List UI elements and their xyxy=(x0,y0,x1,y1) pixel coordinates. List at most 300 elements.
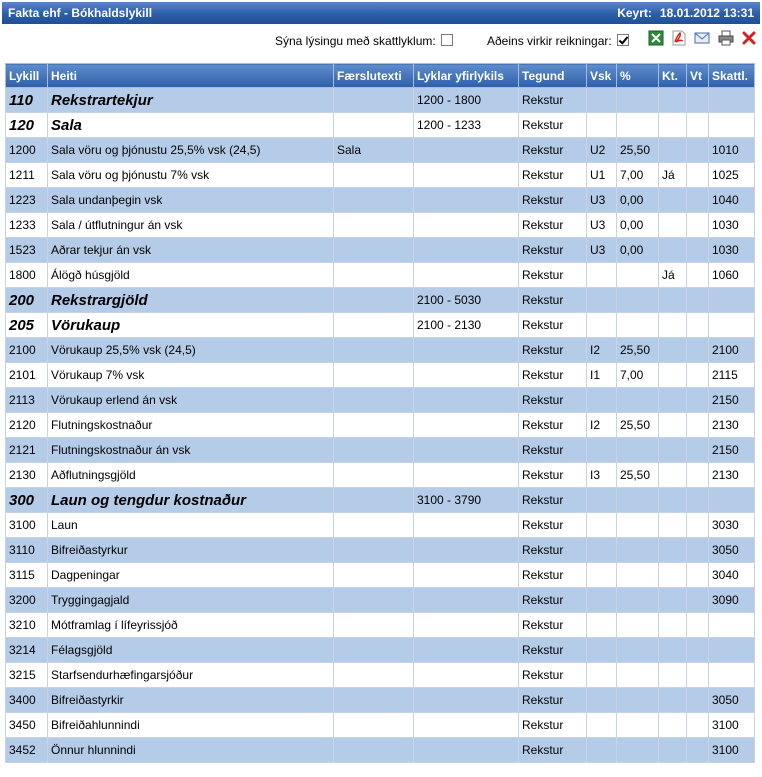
cell-faerslutexti xyxy=(334,738,414,763)
cell-vsk: I1 xyxy=(587,363,617,388)
cell-lyklar-yfirlykils xyxy=(414,363,519,388)
account-row[interactable] xyxy=(6,713,755,738)
cell-skattl: 3090 xyxy=(709,588,755,613)
cell-lyklar-yfirlykils: 3100 - 3790 xyxy=(414,488,519,513)
cell-lyklar-yfirlykils xyxy=(414,513,519,538)
cell-vsk xyxy=(587,588,617,613)
col-header-vt[interactable]: Vt xyxy=(687,64,709,88)
cell-lyklar-yfirlykils xyxy=(414,638,519,663)
cell-lykill: 300 xyxy=(6,488,48,513)
account-row[interactable] xyxy=(6,463,755,488)
cell-kt xyxy=(659,588,687,613)
cell-percent: 25,50 xyxy=(617,463,659,488)
cell-tegund: Rekstur xyxy=(519,88,587,113)
cell-vsk xyxy=(587,563,617,588)
account-row[interactable] xyxy=(6,613,755,638)
cell-tegund: Rekstur xyxy=(519,338,587,363)
cell-skattl: 1025 xyxy=(709,163,755,188)
account-row[interactable] xyxy=(6,688,755,713)
col-header-percent[interactable]: % xyxy=(617,64,659,88)
cell-vt xyxy=(687,388,709,413)
cell-lyklar-yfirlykils xyxy=(414,413,519,438)
cell-vsk xyxy=(587,513,617,538)
cell-skattl xyxy=(709,663,755,688)
cell-skattl: 1060 xyxy=(709,263,755,288)
cell-vt xyxy=(687,538,709,563)
chart-of-accounts-table xyxy=(5,63,755,763)
cell-lykill: 2100 xyxy=(6,338,48,363)
cell-faerslutexti xyxy=(334,638,414,663)
cell-lyklar-yfirlykils xyxy=(414,238,519,263)
group-row[interactable] xyxy=(6,488,755,513)
excel-icon[interactable] xyxy=(648,30,664,49)
cell-lykill: 3215 xyxy=(6,663,48,688)
cell-faerslutexti xyxy=(334,338,414,363)
cell-lykill: 3115 xyxy=(6,563,48,588)
cell-skattl: 3040 xyxy=(709,563,755,588)
cell-tegund: Rekstur xyxy=(519,163,587,188)
cell-percent: 25,50 xyxy=(617,338,659,363)
cell-tegund: Rekstur xyxy=(519,538,587,563)
cell-lykill: 2120 xyxy=(6,413,48,438)
account-row[interactable] xyxy=(6,588,755,613)
cell-heiti: Sala xyxy=(48,113,334,138)
cell-tegund: Rekstur xyxy=(519,613,587,638)
cell-kt xyxy=(659,563,687,588)
cell-percent xyxy=(617,513,659,538)
cell-kt xyxy=(659,613,687,638)
account-row[interactable] xyxy=(6,638,755,663)
cell-vsk xyxy=(587,263,617,288)
cell-lyklar-yfirlykils xyxy=(414,188,519,213)
cell-vt xyxy=(687,113,709,138)
cell-heiti: Vörukaup xyxy=(48,313,334,338)
cell-percent xyxy=(617,313,659,338)
email-icon[interactable] xyxy=(694,30,710,49)
cell-kt xyxy=(659,138,687,163)
col-header-kt[interactable]: Kt. xyxy=(659,64,687,88)
cell-vt xyxy=(687,188,709,213)
cell-vsk xyxy=(587,388,617,413)
export-icons xyxy=(644,30,757,49)
cell-percent xyxy=(617,538,659,563)
cell-lyklar-yfirlykils xyxy=(414,538,519,563)
col-header-skattl[interactable]: Skattl. xyxy=(709,64,755,88)
cell-lykill: 120 xyxy=(6,113,48,138)
active-only-label: Aðeins virkir reikningar: xyxy=(487,34,612,48)
account-row[interactable] xyxy=(6,513,755,538)
cell-tegund: Rekstur xyxy=(519,288,587,313)
account-row[interactable] xyxy=(6,138,755,163)
cell-tegund: Rekstur xyxy=(519,738,587,763)
cell-percent: 25,50 xyxy=(617,138,659,163)
cell-tegund: Rekstur xyxy=(519,463,587,488)
cell-lykill: 3214 xyxy=(6,638,48,663)
cell-heiti: Bifreiðastyrkur xyxy=(48,538,334,563)
cell-skattl xyxy=(709,313,755,338)
cell-percent xyxy=(617,563,659,588)
cell-vt xyxy=(687,513,709,538)
account-row[interactable] xyxy=(6,738,755,763)
cell-kt xyxy=(659,438,687,463)
cell-skattl: 2130 xyxy=(709,413,755,438)
cell-percent xyxy=(617,663,659,688)
cell-lyklar-yfirlykils xyxy=(414,138,519,163)
cell-skattl: 1030 xyxy=(709,238,755,263)
cell-vsk xyxy=(587,638,617,663)
cell-faerslutexti xyxy=(334,88,414,113)
cell-vsk xyxy=(587,613,617,638)
col-header-heiti[interactable]: Heiti xyxy=(48,64,334,88)
cell-faerslutexti xyxy=(334,288,414,313)
cell-kt xyxy=(659,738,687,763)
active-only-checkbox[interactable] xyxy=(617,34,629,46)
cell-vt xyxy=(687,263,709,288)
account-row[interactable] xyxy=(6,188,755,213)
cell-kt xyxy=(659,288,687,313)
cell-tegund: Rekstur xyxy=(519,438,587,463)
col-header-lyklar-yfirlykils[interactable]: Lyklar yfirlykils xyxy=(414,64,519,88)
cell-vsk xyxy=(587,713,617,738)
cell-lyklar-yfirlykils xyxy=(414,338,519,363)
cell-vsk: I2 xyxy=(587,413,617,438)
cell-percent xyxy=(617,263,659,288)
cell-heiti: Mótframlag í lífeyrissjóð xyxy=(48,613,334,638)
cell-tegund: Rekstur xyxy=(519,388,587,413)
cell-faerslutexti xyxy=(334,688,414,713)
cell-faerslutexti xyxy=(334,188,414,213)
cell-percent xyxy=(617,613,659,638)
cell-heiti: Aðflutningsgjöld xyxy=(48,463,334,488)
cell-heiti: Dagpeningar xyxy=(48,563,334,588)
cell-lyklar-yfirlykils: 2100 - 2130 xyxy=(414,313,519,338)
cell-vt xyxy=(687,463,709,488)
cell-faerslutexti xyxy=(334,488,414,513)
cell-tegund: Rekstur xyxy=(519,588,587,613)
cell-faerslutexti xyxy=(334,313,414,338)
show-description-option xyxy=(275,34,453,48)
cell-heiti: Rekstrartekjur xyxy=(48,88,334,113)
cell-faerslutexti xyxy=(334,238,414,263)
cell-vsk xyxy=(587,313,617,338)
cell-percent xyxy=(617,488,659,513)
cell-lyklar-yfirlykils: 2100 - 5030 xyxy=(414,288,519,313)
cell-lykill: 1200 xyxy=(6,138,48,163)
report-title: Fakta ehf - Bókhaldslykill xyxy=(8,6,153,20)
cell-lykill: 3452 xyxy=(6,738,48,763)
cell-vsk: U1 xyxy=(587,163,617,188)
group-row[interactable] xyxy=(6,113,755,138)
cell-skattl xyxy=(709,638,755,663)
group-row[interactable] xyxy=(6,288,755,313)
cell-faerslutexti xyxy=(334,563,414,588)
cell-vt xyxy=(687,363,709,388)
cell-kt xyxy=(659,188,687,213)
cell-vt xyxy=(687,563,709,588)
cell-kt: Já xyxy=(659,163,687,188)
cell-lykill: 2121 xyxy=(6,438,48,463)
cell-vt xyxy=(687,663,709,688)
cell-tegund: Rekstur xyxy=(519,313,587,338)
cell-tegund: Rekstur xyxy=(519,563,587,588)
account-row[interactable] xyxy=(6,213,755,238)
cell-percent: 0,00 xyxy=(617,238,659,263)
cell-percent xyxy=(617,438,659,463)
cell-faerslutexti xyxy=(334,413,414,438)
cell-kt xyxy=(659,413,687,438)
cell-lyklar-yfirlykils xyxy=(414,438,519,463)
show-description-checkbox[interactable] xyxy=(441,34,453,46)
cell-kt xyxy=(659,213,687,238)
cell-percent xyxy=(617,113,659,138)
cell-kt xyxy=(659,388,687,413)
group-row[interactable] xyxy=(6,88,755,113)
cell-vsk: U3 xyxy=(587,213,617,238)
cell-lyklar-yfirlykils xyxy=(414,213,519,238)
cell-lykill: 110 xyxy=(6,88,48,113)
report-title-bar xyxy=(2,2,760,24)
cell-percent xyxy=(617,388,659,413)
cell-heiti: Vörukaup erlend án vsk xyxy=(48,388,334,413)
cell-vsk xyxy=(587,688,617,713)
cell-kt xyxy=(659,463,687,488)
cell-vsk xyxy=(587,113,617,138)
col-header-tegund[interactable]: Tegund xyxy=(519,64,587,88)
active-only-option xyxy=(487,34,629,48)
cell-percent xyxy=(617,688,659,713)
cell-faerslutexti xyxy=(334,463,414,488)
cell-vt xyxy=(687,338,709,363)
cell-lyklar-yfirlykils xyxy=(414,613,519,638)
cell-percent: 7,00 xyxy=(617,363,659,388)
cell-vsk xyxy=(587,88,617,113)
cell-faerslutexti xyxy=(334,663,414,688)
cell-tegund: Rekstur xyxy=(519,263,587,288)
cell-skattl xyxy=(709,88,755,113)
cell-lyklar-yfirlykils: 1200 - 1233 xyxy=(414,113,519,138)
account-row[interactable] xyxy=(6,338,755,363)
cell-vt xyxy=(687,638,709,663)
account-row[interactable] xyxy=(6,538,755,563)
cell-lyklar-yfirlykils xyxy=(414,588,519,613)
cell-vt xyxy=(687,238,709,263)
print-icon[interactable] xyxy=(718,30,734,49)
cell-kt xyxy=(659,513,687,538)
cell-vsk xyxy=(587,488,617,513)
cell-heiti: Álögð húsgjöld xyxy=(48,263,334,288)
cell-kt xyxy=(659,313,687,338)
cell-skattl: 1010 xyxy=(709,138,755,163)
cell-vt xyxy=(687,613,709,638)
cell-percent xyxy=(617,713,659,738)
run-timestamp-value: 18.01.2012 13:31 xyxy=(659,6,754,20)
cell-faerslutexti xyxy=(334,538,414,563)
cell-tegund: Rekstur xyxy=(519,413,587,438)
cell-skattl: 3100 xyxy=(709,713,755,738)
cell-vt xyxy=(687,313,709,338)
cell-faerslutexti xyxy=(334,213,414,238)
cell-skattl xyxy=(709,488,755,513)
cell-vt xyxy=(687,213,709,238)
cell-faerslutexti xyxy=(334,588,414,613)
cell-heiti: Sala vöru og þjónustu 25,5% vsk (24,5) xyxy=(48,138,334,163)
cell-tegund: Rekstur xyxy=(519,213,587,238)
cell-percent: 0,00 xyxy=(617,188,659,213)
cell-lykill: 1223 xyxy=(6,188,48,213)
table-header-row xyxy=(6,64,755,88)
cell-tegund: Rekstur xyxy=(519,713,587,738)
account-row[interactable] xyxy=(6,563,755,588)
cell-skattl xyxy=(709,613,755,638)
cell-lykill: 3210 xyxy=(6,613,48,638)
cell-lykill: 1523 xyxy=(6,238,48,263)
cell-tegund: Rekstur xyxy=(519,188,587,213)
cell-heiti: Sala undanþegin vsk xyxy=(48,188,334,213)
cell-percent: 25,50 xyxy=(617,413,659,438)
cell-vt xyxy=(687,88,709,113)
cell-heiti: Flutningskostnaður xyxy=(48,413,334,438)
cell-tegund: Rekstur xyxy=(519,663,587,688)
cell-heiti: Sala / útflutningur án vsk xyxy=(48,213,334,238)
cell-faerslutexti xyxy=(334,363,414,388)
cell-heiti: Laun og tengdur kostnaður xyxy=(48,488,334,513)
cell-percent xyxy=(617,288,659,313)
cell-kt xyxy=(659,688,687,713)
cell-vt xyxy=(687,738,709,763)
cell-kt xyxy=(659,638,687,663)
cell-lykill: 2101 xyxy=(6,363,48,388)
report-toolbar xyxy=(0,30,762,50)
cell-skattl xyxy=(709,113,755,138)
cell-lyklar-yfirlykils xyxy=(414,713,519,738)
account-row[interactable] xyxy=(6,413,755,438)
group-row[interactable] xyxy=(6,313,755,338)
cell-vsk xyxy=(587,438,617,463)
cell-heiti: Önnur hlunnindi xyxy=(48,738,334,763)
close-icon[interactable] xyxy=(741,30,757,49)
cell-kt xyxy=(659,113,687,138)
cell-lykill: 3400 xyxy=(6,688,48,713)
cell-tegund: Rekstur xyxy=(519,638,587,663)
cell-faerslutexti xyxy=(334,613,414,638)
cell-lyklar-yfirlykils xyxy=(414,463,519,488)
cell-lykill: 2113 xyxy=(6,388,48,413)
cell-heiti: Laun xyxy=(48,513,334,538)
cell-faerslutexti xyxy=(334,388,414,413)
cell-skattl: 3100 xyxy=(709,738,755,763)
cell-vsk: U2 xyxy=(587,138,617,163)
cell-vt xyxy=(687,713,709,738)
cell-faerslutexti xyxy=(334,713,414,738)
account-row[interactable] xyxy=(6,238,755,263)
cell-kt xyxy=(659,713,687,738)
cell-skattl: 3030 xyxy=(709,513,755,538)
cell-faerslutexti xyxy=(334,113,414,138)
account-row[interactable] xyxy=(6,438,755,463)
cell-tegund: Rekstur xyxy=(519,688,587,713)
cell-heiti: Aðrar tekjur án vsk xyxy=(48,238,334,263)
cell-percent xyxy=(617,88,659,113)
cell-lykill: 205 xyxy=(6,313,48,338)
account-row[interactable] xyxy=(6,363,755,388)
cell-kt xyxy=(659,363,687,388)
cell-percent xyxy=(617,638,659,663)
col-header-vsk[interactable]: Vsk xyxy=(587,64,617,88)
cell-lykill: 1211 xyxy=(6,163,48,188)
cell-skattl: 2115 xyxy=(709,363,755,388)
cell-skattl: 2100 xyxy=(709,338,755,363)
account-row[interactable] xyxy=(6,263,755,288)
cell-vt xyxy=(687,438,709,463)
cell-lykill: 1233 xyxy=(6,213,48,238)
account-row[interactable] xyxy=(6,663,755,688)
cell-heiti: Vörukaup 25,5% vsk (24,5) xyxy=(48,338,334,363)
cell-heiti: Bifreiðastyrkir xyxy=(48,688,334,713)
cell-skattl: 2150 xyxy=(709,388,755,413)
cell-lykill: 1800 xyxy=(6,263,48,288)
cell-tegund: Rekstur xyxy=(519,363,587,388)
cell-tegund: Rekstur xyxy=(519,238,587,263)
cell-vt xyxy=(687,413,709,438)
cell-faerslutexti xyxy=(334,438,414,463)
cell-kt xyxy=(659,238,687,263)
run-timestamp-label: Keyrt: xyxy=(617,6,652,20)
cell-vt xyxy=(687,163,709,188)
cell-vsk: I2 xyxy=(587,338,617,363)
cell-lykill: 2130 xyxy=(6,463,48,488)
cell-tegund: Rekstur xyxy=(519,138,587,163)
col-header-faerslutexti[interactable]: Færslutexti xyxy=(334,64,414,88)
cell-lyklar-yfirlykils xyxy=(414,163,519,188)
cell-heiti: Rekstrargjöld xyxy=(48,288,334,313)
account-row[interactable] xyxy=(6,388,755,413)
cell-kt xyxy=(659,338,687,363)
cell-lyklar-yfirlykils xyxy=(414,663,519,688)
cell-vt xyxy=(687,288,709,313)
cell-heiti: Tryggingagjald xyxy=(48,588,334,613)
cell-tegund: Rekstur xyxy=(519,113,587,138)
cell-vt xyxy=(687,138,709,163)
cell-lykill: 3110 xyxy=(6,538,48,563)
cell-heiti: Félagsgjöld xyxy=(48,638,334,663)
account-row[interactable] xyxy=(6,163,755,188)
cell-tegund: Rekstur xyxy=(519,488,587,513)
cell-lyklar-yfirlykils xyxy=(414,388,519,413)
cell-lykill: 200 xyxy=(6,288,48,313)
run-timestamp xyxy=(617,6,754,20)
cell-faerslutexti xyxy=(334,513,414,538)
cell-lykill: 3100 xyxy=(6,513,48,538)
col-header-lykill[interactable]: Lykill xyxy=(6,64,48,88)
cell-skattl: 1040 xyxy=(709,188,755,213)
cell-skattl xyxy=(709,288,755,313)
pdf-icon[interactable] xyxy=(671,30,687,49)
cell-vsk xyxy=(587,663,617,688)
cell-skattl: 3050 xyxy=(709,688,755,713)
cell-vsk: U3 xyxy=(587,238,617,263)
cell-lyklar-yfirlykils xyxy=(414,738,519,763)
cell-vsk xyxy=(587,738,617,763)
cell-lykill: 3450 xyxy=(6,713,48,738)
cell-lyklar-yfirlykils xyxy=(414,688,519,713)
cell-lykill: 3200 xyxy=(6,588,48,613)
cell-heiti: Vörukaup 7% vsk xyxy=(48,363,334,388)
cell-kt xyxy=(659,663,687,688)
cell-tegund: Rekstur xyxy=(519,513,587,538)
cell-kt: Já xyxy=(659,263,687,288)
cell-skattl: 1030 xyxy=(709,213,755,238)
cell-kt xyxy=(659,538,687,563)
